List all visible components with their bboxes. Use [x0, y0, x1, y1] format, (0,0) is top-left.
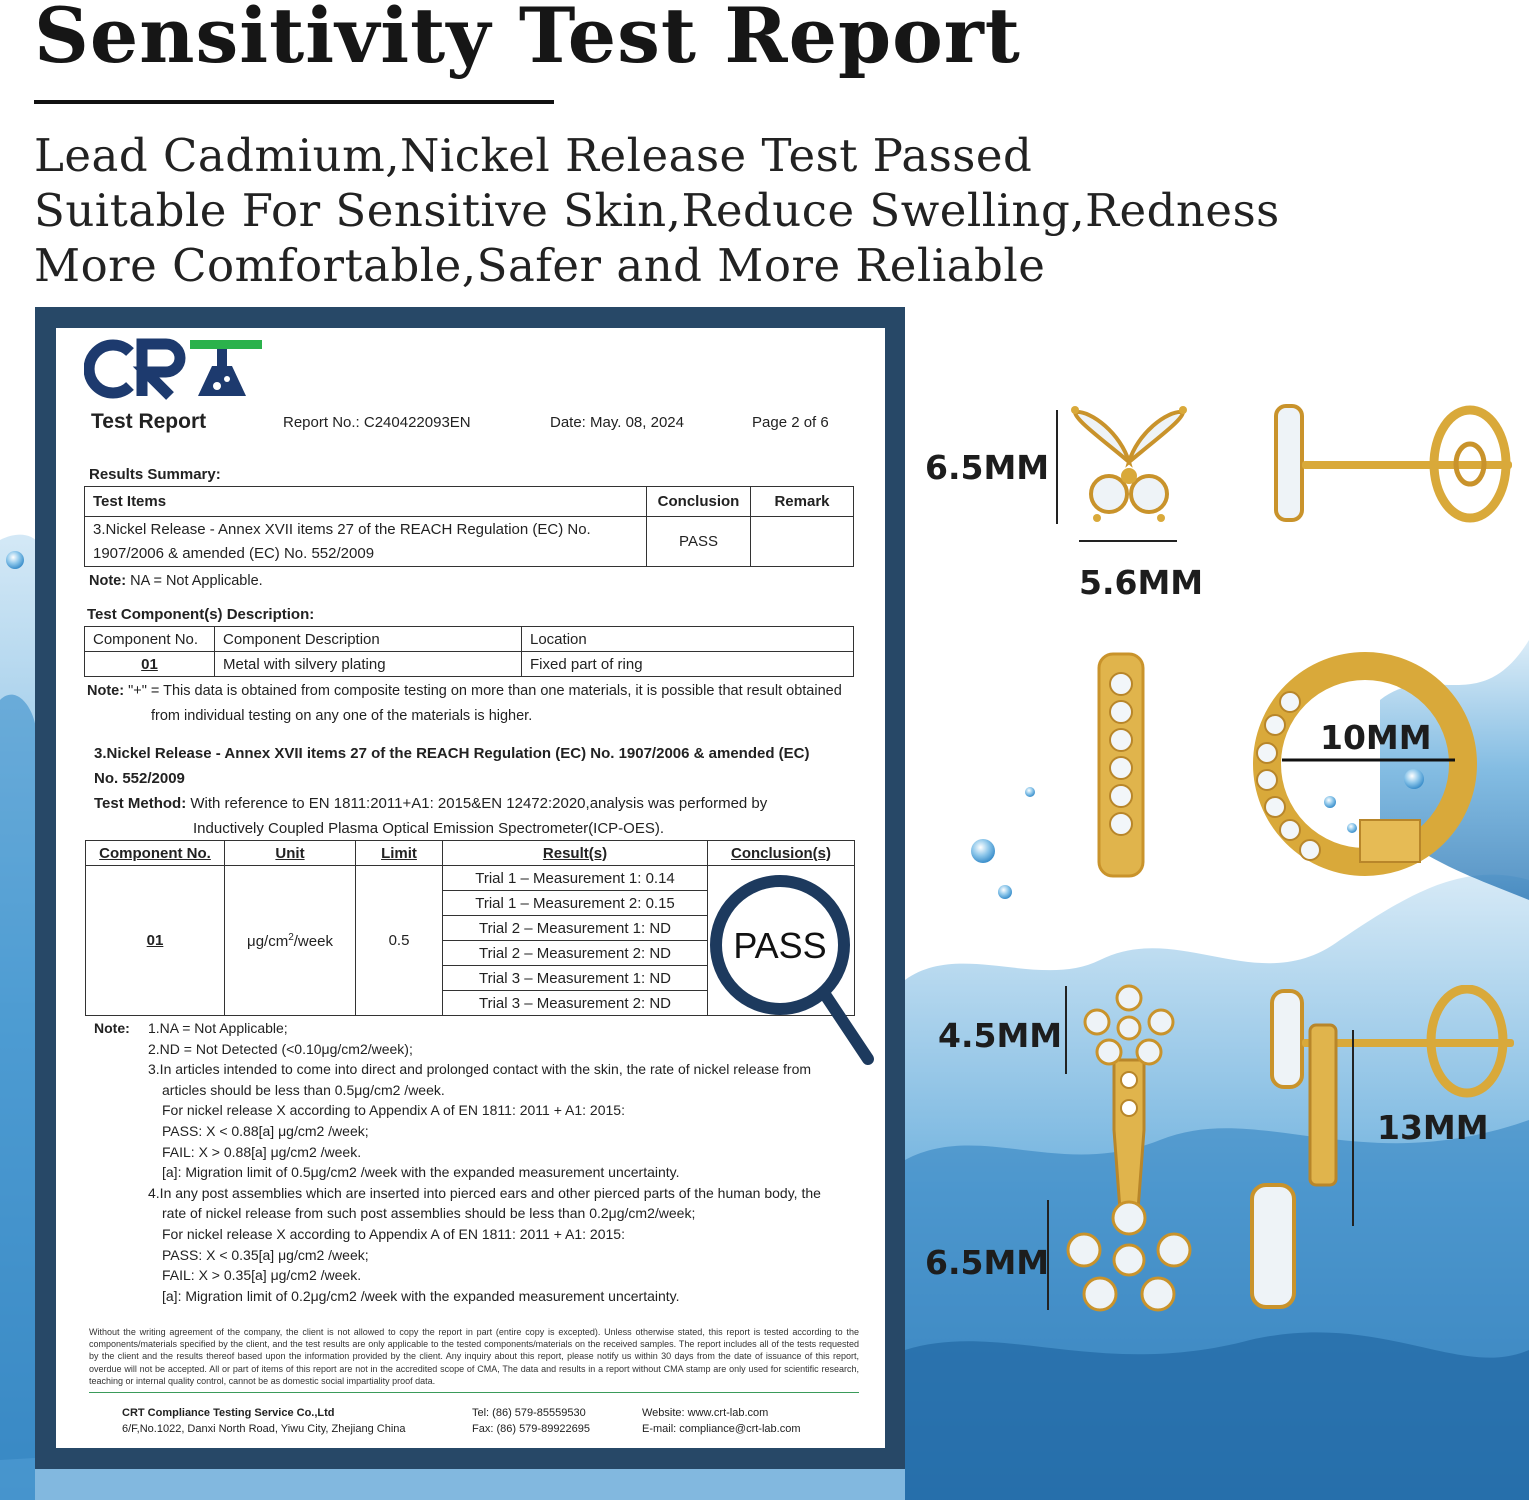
note-item: rate of nickel release from such post assemblies should be less than 0.2μg/cm2/week; [162, 1205, 696, 1222]
result-row: Trial 3 – Measurement 2: ND [443, 991, 708, 1016]
crt-logo [84, 336, 264, 402]
section-title-line-2: No. 552/2009 [94, 770, 185, 787]
results-summary-heading: Results Summary: [89, 466, 221, 483]
notes-label [94, 1018, 130, 1039]
butterfly-stud-front-image [1063, 400, 1195, 528]
results-header-results: Result(s) [443, 841, 708, 866]
results-component-no: 01 [86, 866, 225, 1016]
jacket-length-line [1352, 1030, 1354, 1226]
test-report-document [56, 328, 885, 1448]
footer-email: E-mail: compliance@crt-lab.com [642, 1423, 801, 1435]
report-title: Test Report [91, 410, 207, 433]
summary-header-items: Test Items [85, 487, 647, 517]
note-composite-line-2: from individual testing on any one of the materials is higher. [151, 708, 533, 724]
footer-address: 6/F,No.1022, Danxi North Road, Yiwu City, Zhejiang China [122, 1423, 406, 1435]
subtitle-line-1: Lead Cadmium,Nickel Release Test Passed [34, 129, 1033, 182]
jacket-top-label: 4.5MM [938, 1016, 1063, 1055]
note-item: PASS: X < 0.35[a] μg/cm2 /week; [162, 1246, 369, 1263]
butterfly-width-label: 5.6MM [1079, 563, 1204, 602]
butterfly-height-label: 6.5MM [925, 448, 1050, 487]
result-row: Trial 2 – Measurement 1: ND [443, 916, 708, 941]
footer-company-block [122, 1405, 406, 1437]
note-na [89, 573, 263, 589]
footer-tel: Tel: (86) 579-85559530 [472, 1407, 586, 1419]
results-header-limit: Limit [356, 841, 443, 866]
report-number: Report No.: C240422093EN [283, 414, 471, 431]
result-row: Trial 3 – Measurement 1: ND [443, 966, 708, 991]
note-item: For nickel release X according to Appendix A of EN 1811: 2011 + A1: 2015: [162, 1102, 625, 1119]
footer-phone-block [472, 1405, 590, 1437]
headline-underline [34, 100, 554, 104]
report-page: Page 2 of 6 [752, 414, 829, 431]
note-composite-label: Note: [87, 683, 125, 699]
summary-test-item [85, 517, 647, 567]
butterfly-stud-side-image [1262, 402, 1517, 532]
results-header-conclusion: Conclusion(s) [708, 841, 855, 866]
star-jacket-side-image [1242, 985, 1517, 1315]
note-item: PASS: X < 0.88[a] μg/cm2 /week; [162, 1122, 369, 1139]
component-header-location: Location [522, 627, 854, 652]
section-title-line-1: 3.Nickel Release - Annex XVII items 27 of the REACH Regulation (EC) No. 1907/2006 & amended (EC) [94, 745, 810, 762]
note-composite [87, 683, 842, 699]
results-summary-table [84, 486, 854, 567]
report-date: Date: May. 08, 2024 [550, 414, 684, 431]
note-item: FAIL: X > 0.88[a] μg/cm2 /week. [162, 1143, 362, 1160]
subtitle-line-3: More Comfortable,Safer and More Reliable [34, 239, 1046, 292]
jacket-top-height-line [1065, 986, 1067, 1074]
component-header-description: Component Description [215, 627, 522, 652]
test-method-label: Test Method: [94, 795, 187, 812]
summary-remark [751, 517, 854, 567]
test-method-line-2: Inductively Coupled Plasma Optical Emission Spectrometer(ICP-OES). [193, 820, 665, 837]
footer-divider [89, 1392, 859, 1393]
component-location: Fixed part of ring [522, 652, 854, 677]
note-label: Note: [89, 573, 127, 589]
summary-conclusion: PASS [647, 517, 751, 567]
jacket-length-label: 13MM [1377, 1108, 1489, 1147]
star-jacket-front-image [1062, 980, 1197, 1315]
legal-disclaimer: Without the writing agreement of the company, the client is not allowed to copy the report in part (entire copy is excepted). Unless otherwise stated, this report is tested according to the components/materials specified by the client, and the test results are only applicable to the tested components/materials on the received samples. The report includes all of the tests requested by the client and the results thereof based upon the information provided by the client. Any inquiry about this report, please notify us within 30 days from the date of issuance of this report, overdue will not be accepted. All or part of items of this report are not in the accredited scope of CMA, The data and results in a report without CMA stamp are only used for scientific research, teaching or internal quality control, cannot be as domestic social impartiality proof data. [89, 1327, 859, 1386]
jacket-bottom-label: 6.5MM [925, 1243, 1050, 1282]
note-item: 2.ND = Not Detected (<0.10μg/cm2/week); [148, 1040, 413, 1057]
component-no: 01 [85, 652, 215, 677]
note-item: [a]: Migration limit of 0.5μg/cm2 /week with the expanded measurement uncertainty. [162, 1164, 680, 1181]
note-composite-line-1: "+" = This data is obtained from composite testing on more than one materials, it is possible that result obtained [128, 683, 842, 699]
note-item: articles should be less than 0.5μg/cm2 /week. [162, 1081, 445, 1098]
notes-label-text: Note: [94, 1020, 130, 1036]
component-table [84, 626, 854, 677]
test-method-line-1: With reference to EN 1811:2011+A1: 2015&EN 12472:2020,analysis was performed by [190, 795, 768, 812]
note-item: 3.In articles intended to come into direct and prolonged contact with the skin, the rate of nickel release from [148, 1061, 812, 1078]
hoop-diameter-label: 10MM [1320, 718, 1432, 757]
note-item: FAIL: X > 0.35[a] μg/cm2 /week. [162, 1267, 362, 1284]
result-row: Trial 1 – Measurement 2: 0.15 [443, 891, 708, 916]
result-row: Trial 2 – Measurement 2: ND [443, 941, 708, 966]
component-header-no: Component No. [85, 627, 215, 652]
summary-item-line-1: 3.Nickel Release - Annex XVII items 27 of the REACH Regulation (EC) No. [93, 520, 591, 538]
footer-company: CRT Compliance Testing Service Co.,Ltd [122, 1407, 335, 1419]
butterfly-width-line [1079, 540, 1177, 542]
note-item: 1.NA = Not Applicable; [148, 1020, 288, 1036]
results-unit: $\mu g/cm^2$/week [225, 866, 356, 1016]
hoop-side-image [1095, 650, 1147, 880]
footer-fax: Fax: (86) 579-89922695 [472, 1423, 591, 1435]
component-heading: Test Component(s) Description: [87, 606, 315, 623]
footer-web-block [642, 1405, 801, 1437]
note-item: 4.In any post assemblies which are inserted into pierced ears and other pierced parts of the human body, the [148, 1184, 821, 1201]
note-item: [a]: Migration limit of 0.2μg/cm2 /week with the expanded measurement uncertainty. [162, 1287, 680, 1304]
results-header-component: Component No. [86, 841, 225, 866]
butterfly-height-line [1056, 410, 1058, 524]
pass-stamp-text: PASS [733, 925, 827, 966]
hoop-front-image [1240, 650, 1490, 882]
result-row: Trial 1 – Measurement 1: 0.14 [443, 866, 708, 891]
page-headline: Sensitivity Test Report [34, 0, 1021, 80]
summary-item-line-2: 1907/2006 & amended (EC) No. 552/2009 [93, 544, 375, 562]
results-limit: 0.5 [356, 866, 443, 1016]
results-header-unit: Unit [225, 841, 356, 866]
component-description: Metal with silvery plating [215, 652, 522, 677]
footer-website: Website: www.crt-lab.com [642, 1407, 769, 1419]
notes-list [148, 1018, 821, 1306]
test-method [94, 795, 767, 812]
subtitle-line-2: Suitable For Sensitive Skin,Reduce Swelling,Redness [34, 184, 1280, 237]
summary-header-conclusion: Conclusion [647, 487, 751, 517]
summary-header-remark: Remark [751, 487, 854, 517]
note-text: NA = Not Applicable. [130, 573, 263, 589]
note-item: For nickel release X according to Appendix A of EN 1811: 2011 + A1: 2015: [162, 1225, 625, 1242]
